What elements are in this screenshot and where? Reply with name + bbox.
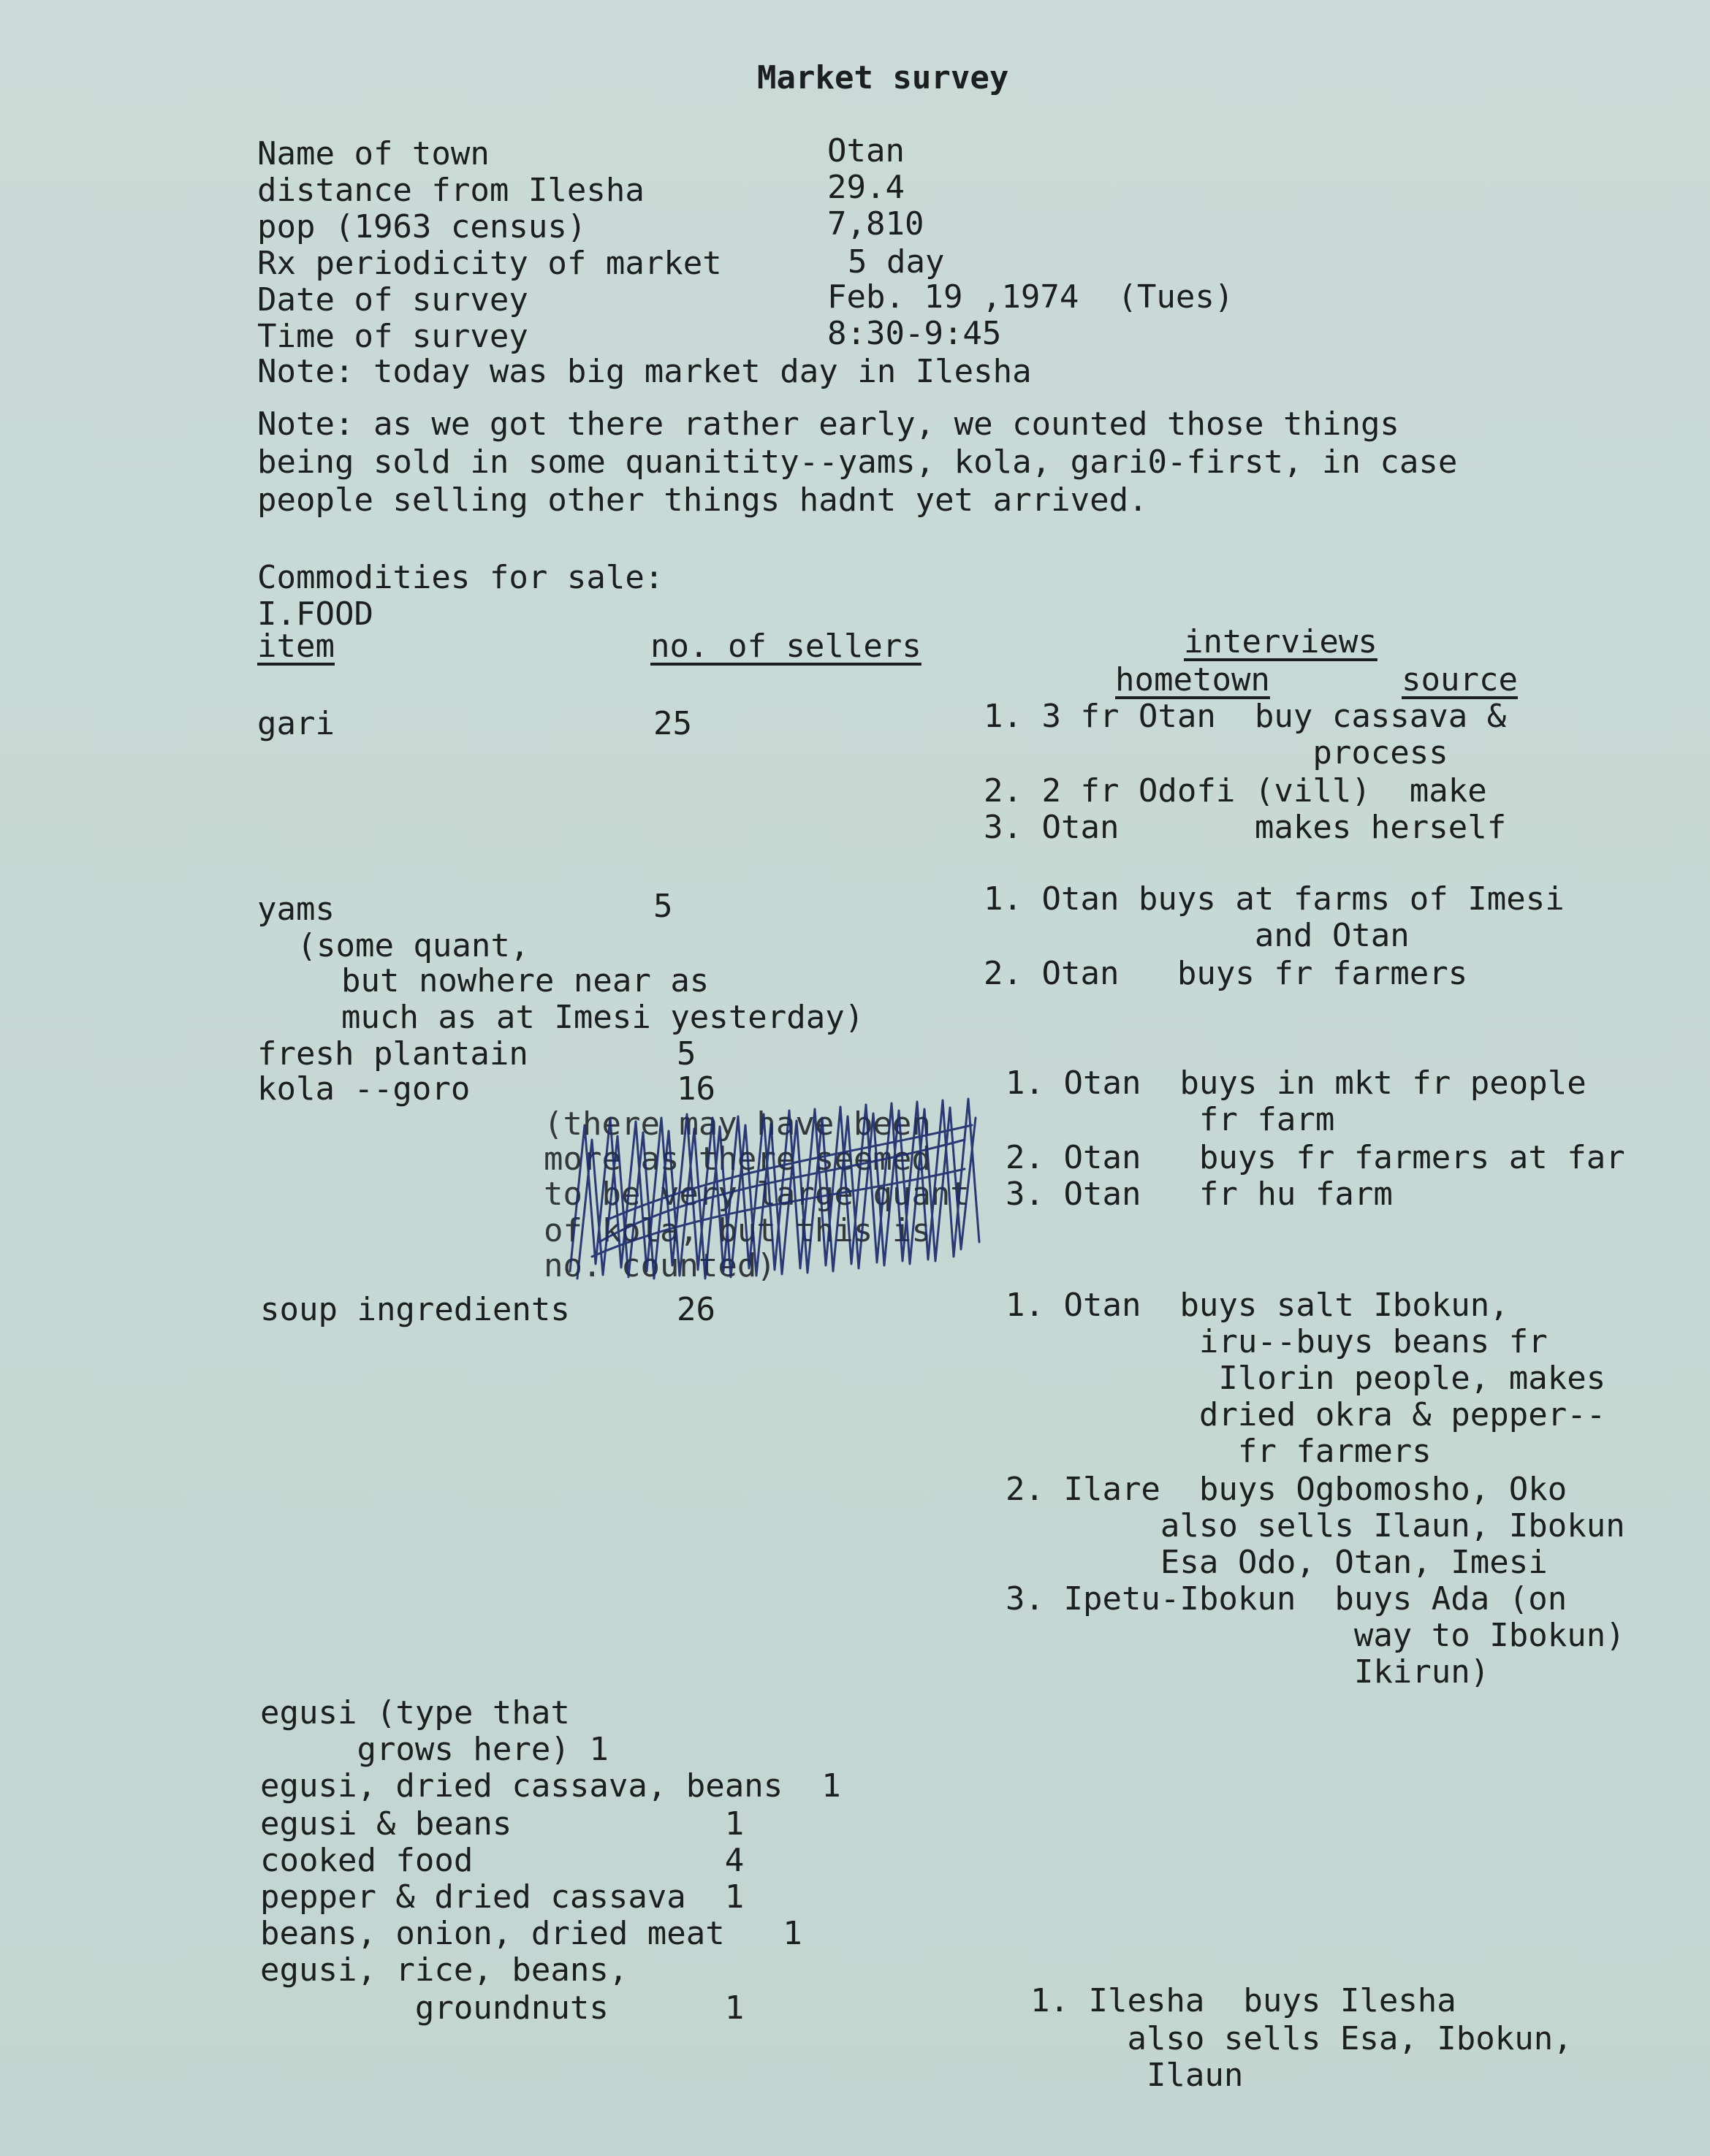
column-heading-sellers: no. of sellers <box>650 628 922 665</box>
interview-line: Ikirun) <box>1006 1653 1490 1691</box>
header-value: Otan <box>827 132 905 169</box>
seller-count: 25 <box>653 705 692 742</box>
note-line: being sold in some quanitity--yams, kola, gari0-first, in case <box>257 443 1458 481</box>
list-item: egusi (type that <box>260 1694 570 1732</box>
interview-line: 3. Otan fr hu farm <box>1006 1176 1393 1213</box>
seller-count: 5 <box>653 888 673 925</box>
header-value: Feb. 19 ,1974 (Tues) <box>827 278 1234 316</box>
header-label: Time of survey <box>257 318 528 355</box>
interview-line: 1. Otan buys in mkt fr people <box>1006 1064 1586 1102</box>
interview-line: also sells Esa, Ibokun, <box>1030 2020 1573 2057</box>
interview-line: 2. Otan buys fr farmers at far <box>1006 1139 1625 1176</box>
interview-line: Esa Odo, Otan, Imesi <box>1006 1544 1548 1581</box>
list-item: beans, onion, dried meat 1 <box>260 1915 802 1952</box>
interview-line: Ilorin people, makes <box>1006 1360 1606 1397</box>
header-label: pop (1963 census) <box>257 208 587 245</box>
interview-line: and Otan <box>984 917 1410 954</box>
interview-line: 3. Otan makes herself <box>984 809 1507 846</box>
interview-line: also sells Ilaun, Ibokun <box>1006 1507 1625 1544</box>
list-item: egusi, rice, beans, <box>260 1951 628 1989</box>
item-name: fresh plantain <box>257 1035 528 1073</box>
interview-line: 3. Ipetu-Ibokun buys Ada (on <box>1006 1580 1568 1618</box>
header-label: distance from Ilesha <box>257 172 645 209</box>
list-item: egusi, dried cassava, beans 1 <box>260 1767 841 1805</box>
column-heading-interviews: interviews <box>1184 623 1378 660</box>
crossed-note-line: to be very large quant <box>544 1176 970 1213</box>
note-line: people selling other things hadnt yet arrived. <box>257 481 1148 519</box>
interview-line: fr farmers <box>1006 1433 1432 1470</box>
commodities-heading: Commodities for sale: <box>257 559 664 596</box>
seller-count: 5 <box>677 1035 696 1073</box>
crossed-note-line: (there may have been <box>544 1105 931 1143</box>
note-market-day: Note: today was big market day in Ilesha <box>257 353 1032 390</box>
item-note: (some quant, <box>278 927 530 964</box>
pen-scribble-icon <box>555 1096 1001 1286</box>
interview-line: 1. Otan buys at farms of Imesi <box>984 880 1565 918</box>
interview-line: fr farm <box>1006 1101 1335 1138</box>
item-name: gari <box>257 705 335 742</box>
interview-line: 1. 3 fr Otan buy cassava & <box>984 698 1507 735</box>
list-item: grows here) 1 <box>260 1731 609 1768</box>
interview-line: 1. Otan buys salt Ibokun, <box>1006 1287 1509 1324</box>
item-name: yams <box>257 891 335 928</box>
interview-line: 1. Ilesha buys Ilesha <box>1030 1982 1456 2019</box>
interview-line: Ilaun <box>1030 2057 1244 2094</box>
item-name: kola --goro <box>257 1070 471 1108</box>
list-item: egusi & beans 1 <box>260 1805 745 1843</box>
crossed-note-line: of kola, but this is <box>544 1212 931 1249</box>
note-line: Note: as we got there rather early, we counted those things <box>257 405 1399 443</box>
item-note: much as at Imesi yesterday) <box>303 999 864 1036</box>
header-value: 8:30-9:45 <box>827 315 1002 352</box>
header-value: 7,810 <box>827 205 924 243</box>
section-heading: I.FOOD <box>257 595 373 633</box>
interview-line: 2. 2 fr Odofi (vill) make <box>984 772 1487 810</box>
header-value: 5 day <box>848 243 945 281</box>
interview-line: dried okra & pepper-- <box>1006 1396 1606 1433</box>
seller-count: 26 <box>677 1291 715 1328</box>
column-heading-source: source <box>1402 661 1518 698</box>
item-note: but nowhere near as <box>303 962 710 999</box>
column-heading-hometown: hometown <box>1115 661 1270 698</box>
header-value: 29.4 <box>827 169 905 206</box>
seller-count: 16 <box>677 1070 715 1108</box>
column-heading-item: item <box>257 628 335 665</box>
item-name: soup ingredients <box>260 1291 570 1328</box>
interview-line: 2. Ilare buys Ogbomosho, Oko <box>1006 1471 1568 1508</box>
list-item: cooked food 4 <box>260 1842 745 1879</box>
header-label: Rx periodicity of market <box>257 245 722 282</box>
interview-line: process <box>984 734 1448 772</box>
header-label: Name of town <box>257 135 490 172</box>
crossed-note-line: no. counted) <box>544 1247 776 1284</box>
interview-line: way to Ibokun) <box>1006 1617 1625 1654</box>
header-label: Date of survey <box>257 281 528 319</box>
interview-line: 2. Otan buys fr farmers <box>984 955 1468 992</box>
list-item: pepper & dried cassava 1 <box>260 1878 745 1916</box>
interview-line: iru--buys beans fr <box>1006 1323 1548 1360</box>
list-item: groundnuts 1 <box>260 1989 745 2027</box>
crossed-note-line: more as there seemed <box>544 1140 931 1178</box>
page-title: Market survey <box>757 59 1009 96</box>
